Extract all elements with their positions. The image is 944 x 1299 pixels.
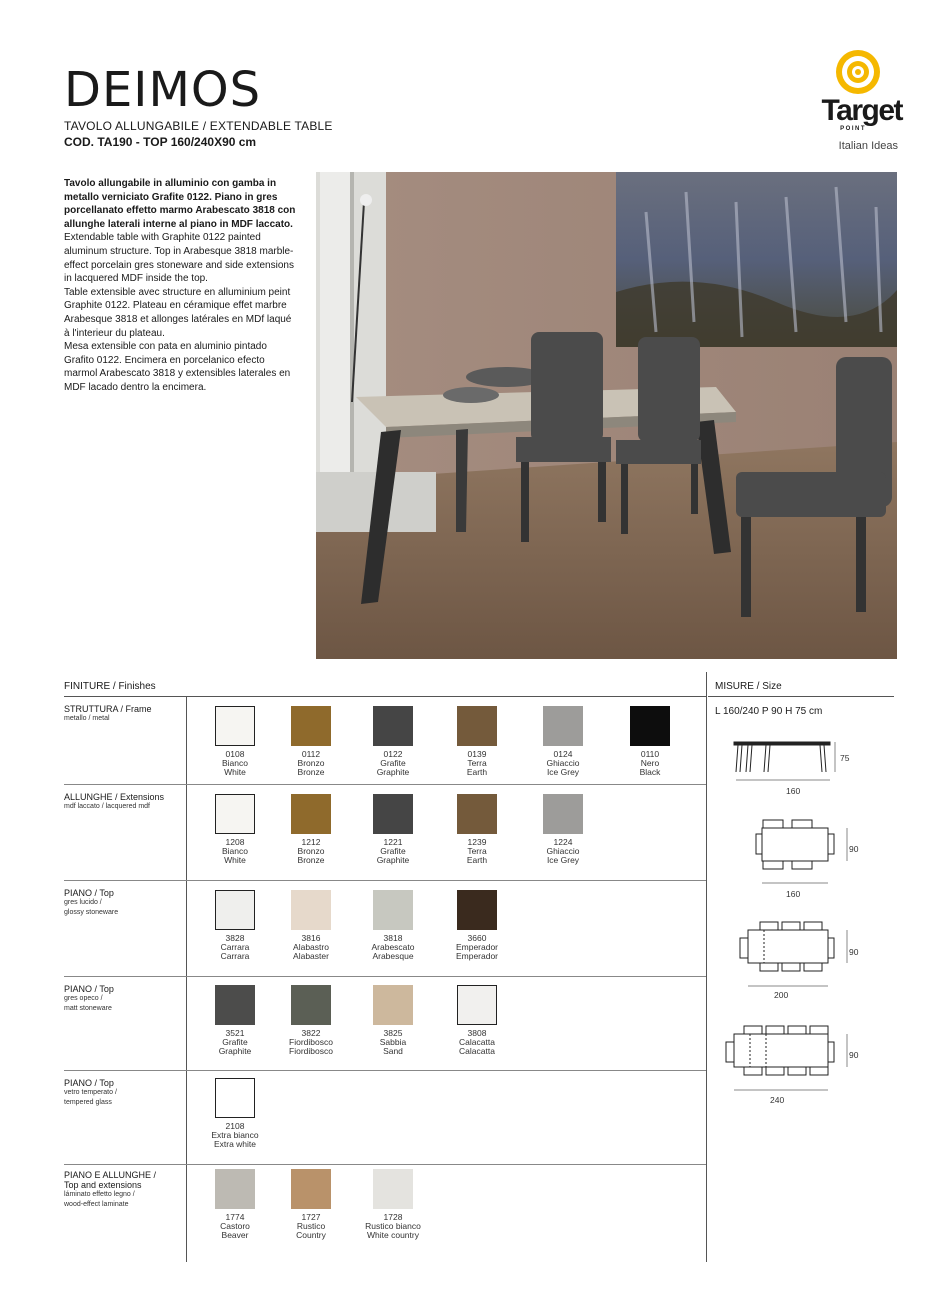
finish-it: Sabbia — [379, 1037, 407, 1047]
description-en: Extendable table with Graphite 0122 painted aluminum structure. Top in Arabesque 3818 marble-effect porcelain gres stoneware and side extensions in lacquered MDF inside the top. — [64, 232, 294, 285]
finish-code: 1212 — [301, 837, 321, 847]
dim-depth-c: 90 — [849, 1050, 859, 1060]
finish-en: Bronze — [297, 855, 325, 865]
finish-swatch-1208 — [215, 794, 255, 834]
finish-swatch-2108 — [215, 1078, 255, 1118]
finishes-top-rule — [64, 696, 706, 697]
size-top-rule — [708, 696, 894, 697]
size-diagrams — [708, 720, 894, 1120]
dim-width-200: 200 — [774, 990, 789, 1000]
finish-caption-1212 — [271, 838, 351, 865]
finish-en: Alabaster — [293, 951, 329, 961]
finish-caption-3808 — [437, 1029, 517, 1056]
brand-point: POINT — [840, 126, 866, 132]
finish-en: Ice Grey — [546, 855, 580, 865]
brand-tagline: Italian Ideas — [838, 140, 898, 152]
finish-swatch-3828 — [215, 890, 255, 930]
finish-code: 1208 — [225, 837, 245, 847]
description-fr: Table extensible avec structure en alluminium peint Graphite 0122. Plateau en céramique effet marbre Arabesque 3818 et allonges latérales en MDf laqué à l'interieur du plateau. — [64, 286, 292, 339]
finish-caption-1774 — [195, 1213, 275, 1240]
finish-it: Grafite — [380, 846, 406, 856]
finish-code: 0139 — [467, 749, 487, 759]
row-label-top-matt: PIANO / Top gres opeco / matt stoneware — [64, 984, 114, 1012]
finish-en: Bronze — [297, 767, 325, 777]
finish-en: White — [224, 855, 246, 865]
finish-caption-2108 — [195, 1122, 275, 1149]
finish-swatch-3660 — [457, 890, 497, 930]
finish-en: White country — [367, 1230, 419, 1240]
finish-caption-1224 — [523, 838, 603, 865]
description-it: Tavolo allungabile in alluminio con gamba in metallo verniciato Grafite 0122. Piano in gres porcellanato effetto marmo Arabescato 3818 con allunghe laterali interne al piano in MDF laccato. — [64, 178, 296, 230]
finish-code: 1224 — [553, 837, 573, 847]
finish-caption-0139 — [437, 750, 517, 777]
finish-swatch-3822 — [291, 985, 331, 1025]
finish-it: Bianco — [222, 758, 248, 768]
dim-height: 75 — [840, 753, 850, 763]
finish-en: Calacatta — [459, 1046, 495, 1056]
finish-swatch-3818 — [373, 890, 413, 930]
target-rings-icon — [810, 48, 906, 98]
finish-code: 1239 — [467, 837, 487, 847]
row-label-top-glossy: PIANO / Top gres lucido / glossy stoneware — [64, 888, 119, 916]
finish-en: White — [224, 767, 246, 777]
plan-160-drawing — [756, 820, 847, 883]
row-divider — [64, 976, 706, 977]
finish-caption-3828 — [195, 934, 275, 961]
finish-it: Grafite — [380, 758, 406, 768]
finish-swatch-0139 — [457, 706, 497, 746]
finish-it: Terra — [467, 758, 487, 768]
finish-it: Ghiaccio — [546, 846, 580, 856]
finish-en: Sand — [383, 1046, 403, 1056]
finish-it: Bronzo — [297, 758, 325, 768]
finish-it: Nero — [640, 758, 660, 768]
size-heading: MISURE / Size — [715, 681, 782, 692]
finish-swatch-3825 — [373, 985, 413, 1025]
finish-swatch-1221 — [373, 794, 413, 834]
finish-en: Emperador — [455, 951, 499, 961]
brand-logo — [810, 48, 906, 158]
finish-en: Graphite — [218, 1046, 252, 1056]
finish-caption-0122 — [353, 750, 433, 777]
finish-caption-1221 — [353, 838, 433, 865]
row-divider — [64, 880, 706, 881]
finish-it: Rustico bianco — [365, 1221, 421, 1231]
finish-swatch-0122 — [373, 706, 413, 746]
dim-width-160: 160 — [786, 786, 801, 796]
finish-en: Fiordibosco — [289, 1046, 333, 1056]
finish-caption-0124 — [523, 750, 603, 777]
finish-code: 0122 — [383, 749, 403, 759]
finishes-heading: FINITURE / Finishes — [64, 681, 156, 692]
finish-it: Alabastro — [293, 942, 329, 952]
finish-code: 0124 — [553, 749, 573, 759]
finish-swatch-1728 — [373, 1169, 413, 1209]
finish-swatch-1239 — [457, 794, 497, 834]
finish-caption-1239 — [437, 838, 517, 865]
finish-swatch-1224 — [543, 794, 583, 834]
finish-caption-1727 — [271, 1213, 351, 1240]
finish-code: 1221 — [383, 837, 403, 847]
finish-it: Extra bianco — [211, 1130, 259, 1140]
finishes-size-divider — [706, 672, 707, 1262]
dim-width-240: 240 — [770, 1095, 785, 1105]
finish-en: Beaver — [221, 1230, 249, 1240]
finish-swatch-1774 — [215, 1169, 255, 1209]
finish-caption-3818 — [353, 934, 433, 961]
finish-code: 2108 — [225, 1121, 245, 1131]
finish-en: Country — [296, 1230, 326, 1240]
finish-caption-3816 — [271, 934, 351, 961]
finish-it: Rustico — [296, 1221, 326, 1231]
finish-it: Castoro — [220, 1221, 250, 1231]
finish-code: 3818 — [383, 933, 403, 943]
row-divider — [64, 1164, 706, 1165]
finish-en: Arabesque — [372, 951, 414, 961]
finish-code: 1774 — [225, 1212, 245, 1222]
size-spec: L 160/240 P 90 H 75 cm — [715, 706, 823, 717]
finish-caption-3521 — [195, 1029, 275, 1056]
finish-code: 3828 — [225, 933, 245, 943]
finish-caption-1208 — [195, 838, 275, 865]
row-divider — [64, 784, 706, 785]
finish-en: Earth — [466, 855, 488, 865]
finish-swatch-0108 — [215, 706, 255, 746]
finish-it: Ghiaccio — [546, 758, 580, 768]
finish-caption-0112 — [271, 750, 351, 777]
finish-caption-3825 — [353, 1029, 433, 1056]
plan-200-drawing — [740, 922, 847, 986]
finish-it: Emperador — [455, 942, 499, 952]
dim-width-160b: 160 — [786, 889, 801, 899]
finish-it: Terra — [467, 846, 487, 856]
finish-code: 1727 — [301, 1212, 321, 1222]
finish-code: 3808 — [467, 1028, 487, 1038]
row-label-top-extensions: PIANO E ALLUNGHE / Top and extensions láminato effetto legno / wood-effect laminate — [64, 1170, 157, 1208]
finish-it: Grafite — [222, 1037, 248, 1047]
finishes-label-divider — [186, 696, 187, 1262]
dim-depth: 90 — [849, 844, 859, 854]
finish-caption-0108 — [195, 750, 275, 777]
finish-code: 0112 — [301, 749, 321, 759]
finish-caption-3660 — [437, 934, 517, 961]
finish-swatch-1727 — [291, 1169, 331, 1209]
finish-en: Carrara — [220, 951, 250, 961]
brand-name: Target — [821, 94, 902, 127]
product-photo — [316, 172, 897, 659]
row-label-frame: STRUTTURA / Frame metallo / metal — [64, 704, 152, 722]
finish-code: 3822 — [301, 1028, 321, 1038]
finish-swatch-0112 — [291, 706, 331, 746]
finish-code: 3660 — [467, 933, 487, 943]
description-es: Mesa extensible con pata en aluminio pintado Grafito 0122. Encimera en porcelanico efecto marmol Arabescato 3818 y extensibles laterales en MDF lacado dentro la encimera. — [64, 341, 291, 393]
finish-swatch-3808 — [457, 985, 497, 1025]
product-code: COD. TA190 - TOP 160/240X90 cm — [64, 135, 257, 149]
finish-en: Graphite — [376, 767, 410, 777]
finish-it: Calacatta — [459, 1037, 495, 1047]
finish-en: Graphite — [376, 855, 410, 865]
finish-swatch-3521 — [215, 985, 255, 1025]
row-label-extensions: ALLUNGHE / Extensions mdf laccato / lacquered mdf — [64, 792, 165, 810]
finish-code: 3816 — [301, 933, 321, 943]
row-divider — [64, 1070, 706, 1071]
finish-it: Carrara — [220, 942, 250, 952]
finish-en: Earth — [466, 767, 488, 777]
finish-swatch-3816 — [291, 890, 331, 930]
dim-depth-b: 90 — [849, 947, 859, 957]
finish-en: Ice Grey — [546, 767, 580, 777]
finish-en: Extra white — [213, 1139, 257, 1149]
finish-caption-3822 — [271, 1029, 351, 1056]
finish-code: 1728 — [383, 1212, 403, 1222]
side-elevation-drawing — [734, 742, 835, 780]
finish-code: 3521 — [225, 1028, 245, 1038]
row-label-top-glass: PIANO / Top vetro temperato / tempered glass — [64, 1078, 117, 1106]
product-description — [64, 177, 296, 395]
finish-code: 0108 — [225, 749, 245, 759]
product-title: DEIMOS — [64, 62, 262, 118]
finish-swatch-0110 — [630, 706, 670, 746]
finish-it: Bronzo — [297, 846, 325, 856]
plan-240-drawing — [726, 1026, 847, 1090]
product-subtitle: TAVOLO ALLUNGABILE / EXTENDABLE TABLE — [64, 119, 333, 133]
finish-code: 0110 — [640, 749, 660, 759]
finish-swatch-1212 — [291, 794, 331, 834]
finish-en: Black — [639, 767, 661, 777]
finish-caption-0110 — [610, 750, 690, 777]
finish-swatch-0124 — [543, 706, 583, 746]
finish-it: Bianco — [222, 846, 248, 856]
finish-it: Fiordibosco — [289, 1037, 333, 1047]
finish-it: Arabescato — [371, 942, 415, 952]
finish-code: 3825 — [383, 1028, 403, 1038]
finish-caption-1728 — [353, 1213, 433, 1240]
